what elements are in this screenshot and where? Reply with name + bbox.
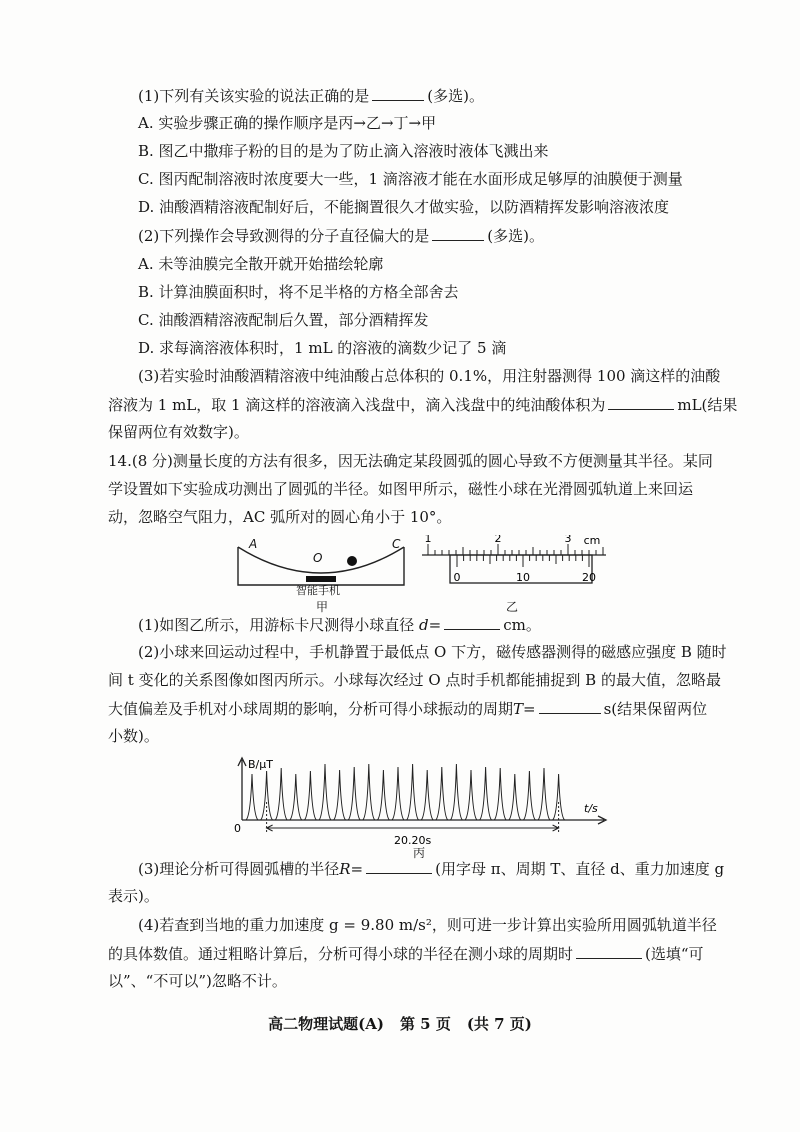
field-peak	[523, 771, 535, 820]
q14-part4-pre: 的具体数值。通过粗略计算后，分析可得小球的半径在测小球的周期时	[108, 945, 574, 963]
q14-part1	[138, 614, 541, 635]
field-peak	[290, 774, 302, 820]
footer-page-number: 第 5 页	[399, 1015, 451, 1033]
smartphone-label: 智能手机	[296, 584, 340, 597]
field-peak	[392, 767, 404, 820]
q14-part2-post: s(结果保留两位	[603, 700, 708, 718]
field-peak	[538, 768, 550, 820]
main-scale-label: 2	[494, 535, 502, 545]
q13-part1-stem	[138, 85, 484, 106]
answer-blank[interactable]	[608, 394, 674, 410]
q13-p2-option-b: B. 计算油膜面积时，将不足半格的方格全部舍去	[138, 283, 459, 301]
q14-part3-line1	[138, 858, 724, 879]
answer-blank[interactable]	[444, 614, 500, 630]
unit-label: cm	[583, 535, 601, 547]
q13-part1-pre: (1)下列有关该实验的说法正确的是	[138, 87, 370, 105]
q14-part2-line3	[108, 698, 707, 719]
field-peak	[363, 764, 375, 820]
q14-part4-line3: 以”、“不可以”)忽略不计。	[108, 972, 287, 990]
point-a-label: A	[249, 537, 258, 551]
q14-stem-line2: 学设置如下实验成功测出了圆弧的半径。如图甲所示，磁性小球在光滑圆弧轨道上来回运	[108, 480, 694, 498]
vernier-label: 20	[582, 571, 596, 584]
main-scale-label: 3	[564, 535, 572, 545]
answer-blank[interactable]	[432, 225, 484, 241]
figure-jia-caption: 甲	[316, 600, 329, 614]
field-peak	[377, 770, 389, 820]
q13-part2-stem	[138, 225, 544, 246]
q13-part3-line2	[108, 394, 737, 415]
q14-part1-post: cm。	[503, 616, 541, 634]
q14-part4-line2	[108, 943, 704, 964]
answer-blank[interactable]	[366, 858, 432, 874]
point-c-label: C	[392, 537, 401, 551]
q13-p1-option-d: D. 油酸酒精溶液配制好后，不能搁置很久才做实验，以防酒精挥发影响溶液浓度	[138, 198, 670, 216]
field-peak	[304, 771, 316, 820]
var-d: d	[419, 616, 429, 634]
q13-part3-post: mL(结果	[677, 396, 738, 414]
page-footer	[0, 1014, 800, 1034]
q13-part1-post: (多选)。	[427, 87, 484, 105]
vernier-label: 10	[516, 571, 530, 584]
footer-subject: 高二物理试题(A)	[268, 1015, 384, 1033]
y-axis-label: B/μT	[248, 758, 273, 771]
field-peak	[421, 770, 433, 820]
q13-p2-option-c: C. 油酸酒精溶液配制后久置，部分酒精挥发	[138, 311, 429, 329]
field-peak	[334, 770, 346, 820]
smartphone	[306, 576, 336, 582]
q13-p2-option-d: D. 求每滴溶液体积时，1 mL 的溶液的滴数少记了 5 滴	[138, 339, 507, 357]
origin-label: 0	[234, 822, 241, 835]
x-axis-label: t/s	[584, 802, 598, 815]
answer-blank[interactable]	[372, 85, 424, 101]
q14-part3-line2: 表示)。	[108, 887, 159, 905]
q14-part2-line1: (2)小球来回运动过程中，手机静置于最低点 O 下方，磁传感器测得的磁感应强度 B 随时	[138, 643, 727, 661]
field-peak	[246, 774, 258, 820]
q14-part2-line2: 间 t 变化的关系图像如图丙所示。小球每次经过 O 点时手机都能捕捉到 B 的最大值，忽略最	[108, 671, 721, 689]
equals-sign: =	[428, 616, 442, 634]
q14-part2-pre: 大值偏差及手机对小球周期的影响，分析可得小球振动的周期	[108, 700, 514, 718]
q14-part3-pre: (3)理论分析可得圆弧槽的半径	[138, 860, 340, 878]
q13-part3-line3: 保留两位有效数字)。	[108, 423, 249, 441]
q13-p1-option-a: A. 实验步骤正确的操作顺序是丙→乙→丁→甲	[138, 114, 437, 132]
b-t-graph	[232, 756, 612, 852]
footer-total-pages: (共 7 页)	[466, 1015, 532, 1033]
vernier-caliper-figure	[420, 535, 610, 605]
field-peak	[494, 768, 506, 820]
q14-stem-line1: 14.(8 分)测量长度的方法有很多，因无法确定某段圆弧的圆心导致不方便测量其半径。某同	[108, 452, 713, 470]
q13-part2-pre: (2)下列操作会导致测得的分子直径偏大的是	[138, 227, 430, 245]
field-peak	[348, 767, 360, 820]
q14-part2-line4: 小数)。	[108, 727, 159, 745]
equals-sign: =	[523, 700, 536, 718]
field-peak	[436, 767, 448, 820]
var-r: R	[339, 860, 351, 878]
q14-part3-post: (用字母 π、周期 T、直径 d、重力加速度 g	[435, 860, 725, 878]
field-peak	[407, 764, 419, 820]
field-peak	[509, 774, 521, 820]
answer-blank[interactable]	[539, 698, 601, 714]
q14-part4-post: (选填“可	[645, 945, 704, 963]
field-peak	[261, 771, 273, 820]
field-peak	[465, 770, 477, 820]
field-peak	[275, 768, 287, 820]
point-o-label: O	[313, 551, 323, 565]
q14-stem-line3: 动，忽略空气阻力，AC 弧所对的圆心角小于 10°。	[108, 508, 452, 526]
q13-part3-pre: 溶液为 1 mL，取 1 滴这样的溶液滴入浅盘中，滴入浅盘中的纯油酸体积为	[108, 396, 606, 414]
figure-yi-caption: 乙	[506, 600, 519, 614]
field-peak	[319, 764, 331, 820]
field-peak	[450, 764, 462, 820]
main-scale-label: 1	[424, 535, 432, 545]
q13-part3-line1: (3)若实验时油酸酒精溶液中纯油酸占总体积的 0.1%，用注射器测得 100 滴这样的油酸	[138, 367, 721, 385]
field-peak	[480, 767, 492, 820]
q13-p1-option-b: B. 图乙中撒痱子粉的目的是为了防止滴入溶液时液体飞溅出来	[138, 142, 549, 160]
q14-part4-line1: (4)若查到当地的重力加速度 g = 9.80 m/s²，则可进一步计算出实验所用圆弧轨道半径	[138, 916, 717, 934]
vernier-label: 0	[453, 571, 461, 584]
q13-p2-option-a: A. 未等油膜完全散开就开始描绘轮廓	[138, 255, 384, 273]
magnetic-ball	[347, 556, 357, 566]
var-t: T	[513, 700, 524, 718]
q13-p1-option-c: C. 图丙配制溶液时浓度要大一些，1 滴溶液才能在水面形成足够厚的油膜便于测量	[138, 170, 683, 188]
field-peak	[553, 774, 565, 820]
q14-part1-pre: (1)如图乙所示，用游标卡尺测得小球直径	[138, 616, 415, 634]
q13-part2-post: (多选)。	[487, 227, 544, 245]
interval-label: 20.20s	[393, 834, 432, 847]
answer-blank[interactable]	[576, 943, 642, 959]
equals-sign: =	[350, 860, 364, 878]
figure-bing-caption: 丙	[413, 846, 426, 860]
